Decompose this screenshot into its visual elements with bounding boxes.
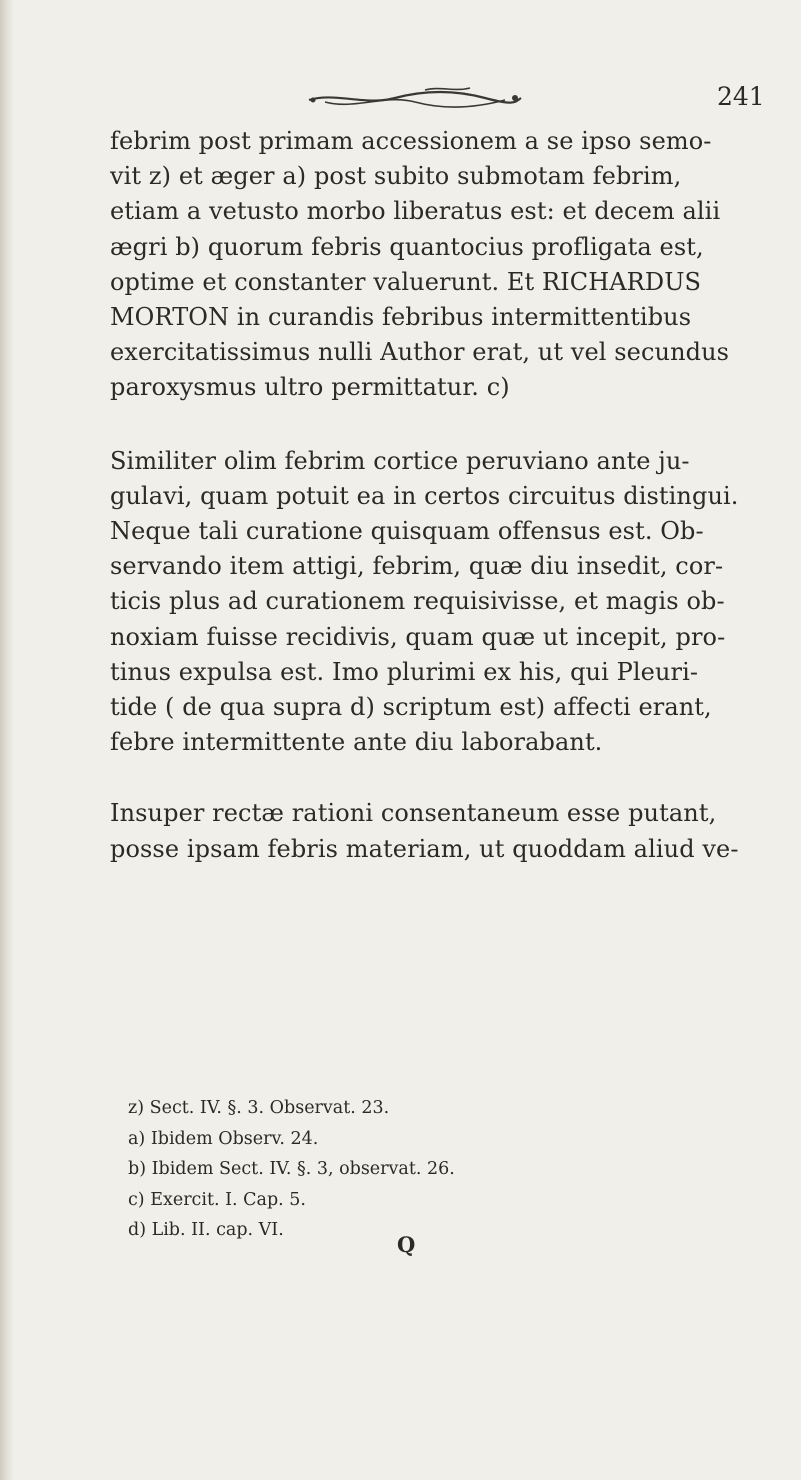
text-line: Similiter olim febrim cortice peruviano ante ju-: [110, 446, 690, 475]
page-number: 241: [717, 82, 765, 111]
text-line: noxiam fuisse recidivis, quam quæ ut incepit, pro-: [110, 622, 726, 651]
signature-mark: Q: [397, 1232, 416, 1257]
text-line: vit z) et æger a) post subito submotam febrim,: [110, 162, 682, 191]
text-line: exercitatissimus nulli Author erat, ut vel secundus: [110, 338, 730, 367]
footnote: z) Sect. IV. §. 3. Observat. 23.: [128, 1098, 390, 1118]
footnotes: [128, 1093, 648, 1246]
paragraph-3: [110, 796, 792, 866]
text-line: gulavi, quam potuit ea in certos circuitus distingui.: [110, 481, 739, 510]
paragraph-1: [110, 124, 792, 406]
text-line: posse ipsam febris materiam, ut quoddam aliud ve-: [110, 834, 739, 863]
footnote: b) Ibidem Sect. IV. §. 3, observat. 26.: [128, 1159, 455, 1179]
text-line: tinus expulsa est. Imo plurimi ex his, qui Pleuri-: [110, 657, 699, 686]
text-line: optime et constanter valuerunt. Et RICHARDUS: [110, 267, 702, 296]
text-line: ægri b) quorum febris quantocius profligata est,: [110, 232, 704, 261]
text-line: Insuper rectæ rationi consentaneum esse putant,: [110, 799, 717, 828]
text-line: febre intermittente ante diu laborabant.: [110, 728, 603, 757]
paragraph-2: [110, 444, 792, 761]
text-line: ticis plus ad curationem requisivisse, et magis ob-: [110, 587, 725, 616]
text-line: etiam a vetusto morbo liberatus est: et decem alii: [110, 197, 721, 226]
text-line: servando item attigi, febrim, quæ diu insedit, cor-: [110, 552, 724, 581]
text-line: Neque tali curatione quisquam offensus est. Ob-: [110, 517, 704, 546]
footnote: a) Ibidem Observ. 24.: [128, 1128, 319, 1149]
footnote: c) Exercit. I. Cap. 5.: [128, 1189, 306, 1210]
text-line: MORTON in curandis febribus intermittentibus: [110, 303, 692, 332]
text-line: paroxysmus ultro permittatur. c): [110, 373, 510, 402]
text-line: febrim post primam accessionem a se ipso semo-: [110, 127, 712, 155]
page-gutter: [0, 0, 14, 1480]
text-line: tide ( de qua supra d) scriptum est) affecti erant,: [110, 693, 712, 722]
footnote: d) Lib. II. cap. VI.: [128, 1220, 284, 1240]
body-text: [110, 124, 792, 867]
headpiece-ornament: [305, 84, 525, 112]
